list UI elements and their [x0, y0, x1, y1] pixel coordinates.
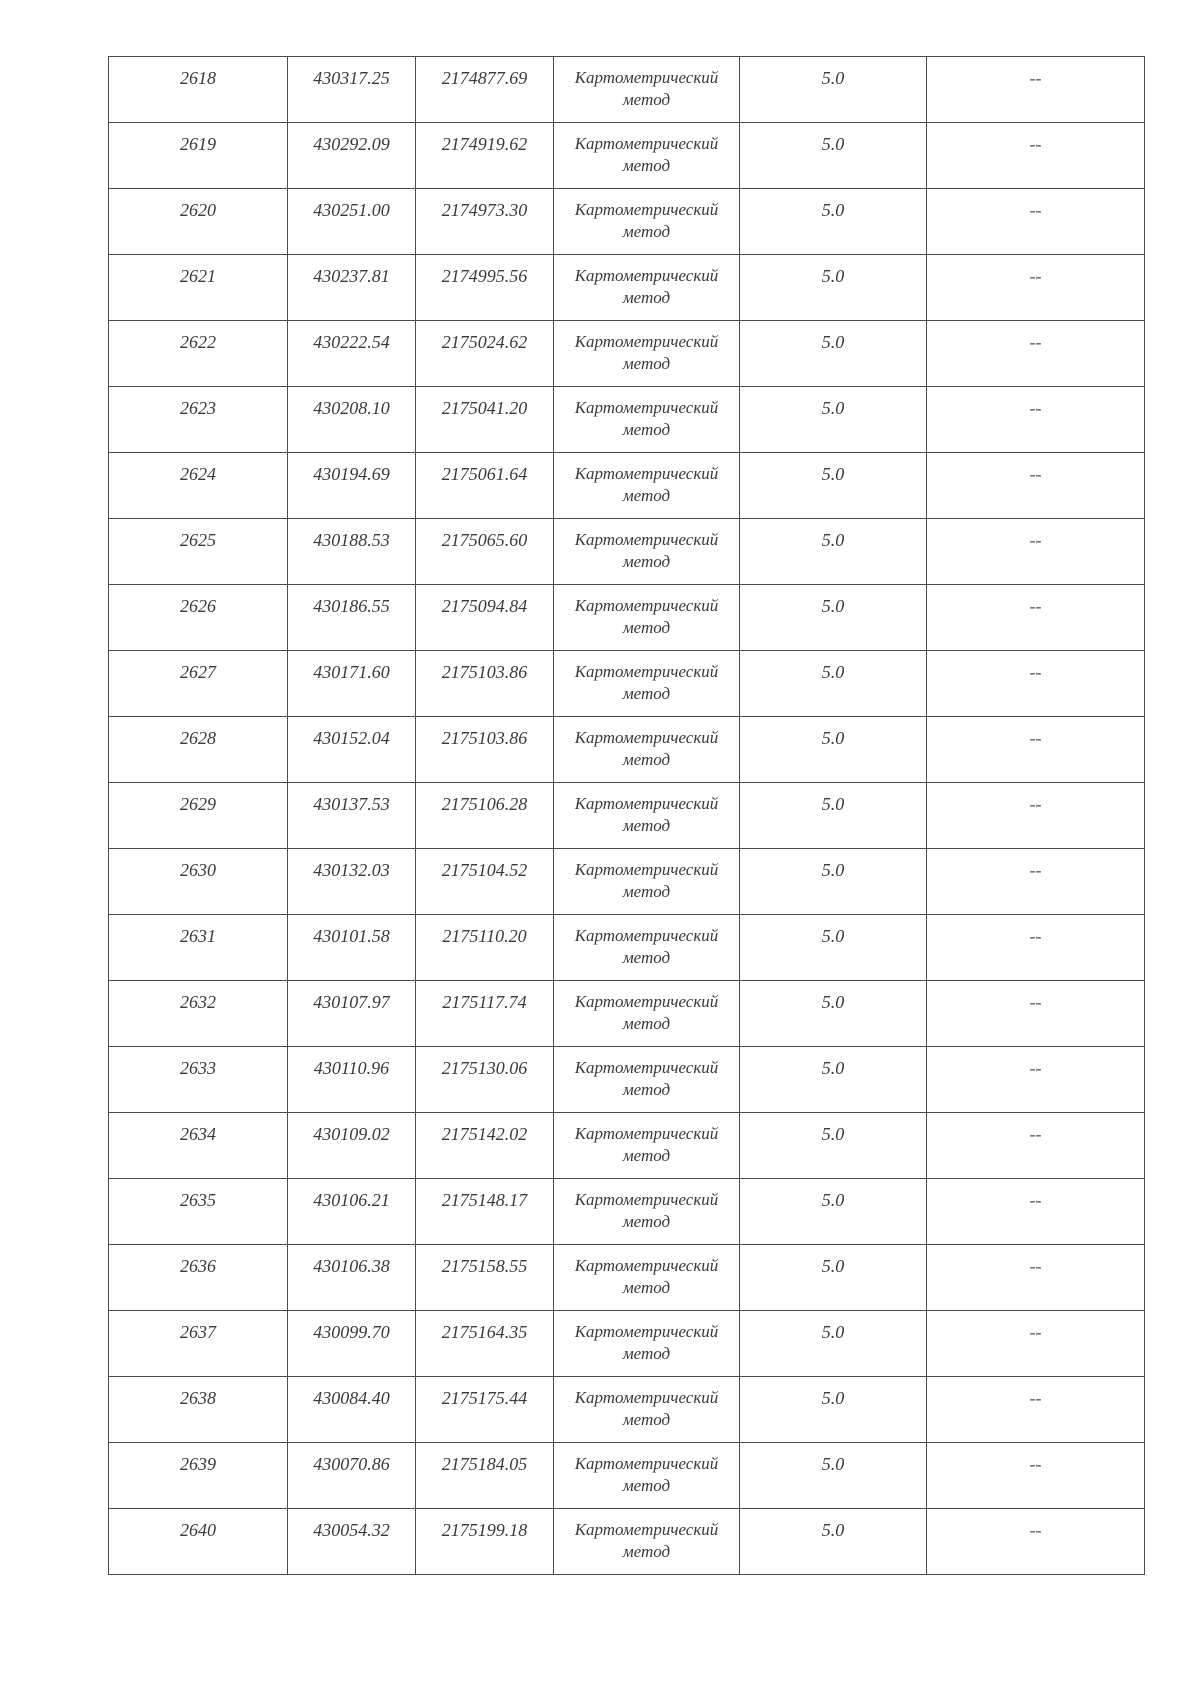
table-row — [109, 255, 1145, 321]
cell-accuracy: 5.0 — [740, 717, 927, 783]
cell-note: -- — [927, 1245, 1145, 1311]
cell-method: Картометрический метод — [554, 1179, 740, 1245]
cell-point-number: 2626 — [109, 585, 288, 651]
table-row — [109, 1179, 1145, 1245]
cell-x-coordinate: 430107.97 — [288, 981, 416, 1047]
cell-note: -- — [927, 189, 1145, 255]
cell-y-coordinate: 2175094.84 — [416, 585, 554, 651]
table-row — [109, 915, 1145, 981]
cell-method: Картометрический метод — [554, 783, 740, 849]
cell-y-coordinate: 2175142.02 — [416, 1113, 554, 1179]
table-row — [109, 123, 1145, 189]
cell-accuracy: 5.0 — [740, 453, 927, 519]
cell-accuracy: 5.0 — [740, 1443, 927, 1509]
cell-point-number: 2639 — [109, 1443, 288, 1509]
table-row — [109, 651, 1145, 717]
cell-note: -- — [927, 123, 1145, 189]
cell-x-coordinate: 430132.03 — [288, 849, 416, 915]
cell-note: -- — [927, 1047, 1145, 1113]
cell-accuracy: 5.0 — [740, 1179, 927, 1245]
cell-x-coordinate: 430070.86 — [288, 1443, 416, 1509]
cell-note: -- — [927, 717, 1145, 783]
cell-accuracy: 5.0 — [740, 1245, 927, 1311]
cell-y-coordinate: 2175041.20 — [416, 387, 554, 453]
cell-point-number: 2638 — [109, 1377, 288, 1443]
cell-method: Картометрический метод — [554, 651, 740, 717]
table-row — [109, 519, 1145, 585]
cell-note: -- — [927, 1377, 1145, 1443]
cell-y-coordinate: 2175184.05 — [416, 1443, 554, 1509]
cell-x-coordinate: 430292.09 — [288, 123, 416, 189]
cell-point-number: 2618 — [109, 57, 288, 123]
cell-point-number: 2625 — [109, 519, 288, 585]
cell-accuracy: 5.0 — [740, 1113, 927, 1179]
cell-point-number: 2632 — [109, 981, 288, 1047]
cell-y-coordinate: 2175175.44 — [416, 1377, 554, 1443]
cell-method: Картометрический метод — [554, 519, 740, 585]
table-row — [109, 387, 1145, 453]
cell-method: Картометрический метод — [554, 1311, 740, 1377]
cell-note: -- — [927, 321, 1145, 387]
table-row — [109, 717, 1145, 783]
cell-note: -- — [927, 519, 1145, 585]
cell-y-coordinate: 2175158.55 — [416, 1245, 554, 1311]
table-row — [109, 1377, 1145, 1443]
cell-note: -- — [927, 783, 1145, 849]
cell-x-coordinate: 430110.96 — [288, 1047, 416, 1113]
cell-point-number: 2620 — [109, 189, 288, 255]
table-row — [109, 453, 1145, 519]
cell-y-coordinate: 2175024.62 — [416, 321, 554, 387]
cell-x-coordinate: 430106.38 — [288, 1245, 416, 1311]
cell-accuracy: 5.0 — [740, 1377, 927, 1443]
cell-x-coordinate: 430084.40 — [288, 1377, 416, 1443]
cell-note: -- — [927, 915, 1145, 981]
table-row — [109, 1113, 1145, 1179]
table-row — [109, 1443, 1145, 1509]
cell-note: -- — [927, 651, 1145, 717]
cell-method: Картометрический метод — [554, 453, 740, 519]
cell-point-number: 2634 — [109, 1113, 288, 1179]
cell-y-coordinate: 2175104.52 — [416, 849, 554, 915]
cell-point-number: 2622 — [109, 321, 288, 387]
cell-x-coordinate: 430251.00 — [288, 189, 416, 255]
cell-y-coordinate: 2174973.30 — [416, 189, 554, 255]
cell-note: -- — [927, 453, 1145, 519]
cell-method: Картометрический метод — [554, 387, 740, 453]
cell-note: -- — [927, 1179, 1145, 1245]
cell-accuracy: 5.0 — [740, 585, 927, 651]
cell-y-coordinate: 2175117.74 — [416, 981, 554, 1047]
cell-y-coordinate: 2175148.17 — [416, 1179, 554, 1245]
cell-point-number: 2635 — [109, 1179, 288, 1245]
cell-accuracy: 5.0 — [740, 1311, 927, 1377]
cell-accuracy: 5.0 — [740, 189, 927, 255]
cell-x-coordinate: 430106.21 — [288, 1179, 416, 1245]
cell-point-number: 2636 — [109, 1245, 288, 1311]
cell-x-coordinate: 430171.60 — [288, 651, 416, 717]
cell-note: -- — [927, 1311, 1145, 1377]
cell-accuracy: 5.0 — [740, 387, 927, 453]
cell-x-coordinate: 430317.25 — [288, 57, 416, 123]
table-row — [109, 1047, 1145, 1113]
cell-point-number: 2627 — [109, 651, 288, 717]
cell-point-number: 2630 — [109, 849, 288, 915]
cell-accuracy: 5.0 — [740, 849, 927, 915]
cell-accuracy: 5.0 — [740, 255, 927, 321]
cell-x-coordinate: 430222.54 — [288, 321, 416, 387]
cell-point-number: 2628 — [109, 717, 288, 783]
cell-point-number: 2624 — [109, 453, 288, 519]
cell-point-number: 2619 — [109, 123, 288, 189]
cell-note: -- — [927, 585, 1145, 651]
cell-method: Картометрический метод — [554, 1509, 740, 1575]
cell-note: -- — [927, 1113, 1145, 1179]
cell-y-coordinate: 2175106.28 — [416, 783, 554, 849]
cell-y-coordinate: 2175130.06 — [416, 1047, 554, 1113]
cell-accuracy: 5.0 — [740, 519, 927, 585]
table-row — [109, 57, 1145, 123]
cell-method: Картометрический метод — [554, 981, 740, 1047]
cell-method: Картометрический метод — [554, 1443, 740, 1509]
cell-point-number: 2621 — [109, 255, 288, 321]
cell-accuracy: 5.0 — [740, 1047, 927, 1113]
cell-method: Картометрический метод — [554, 57, 740, 123]
cell-note: -- — [927, 57, 1145, 123]
cell-method: Картометрический метод — [554, 717, 740, 783]
coordinates-table — [108, 56, 1145, 1575]
cell-method: Картометрический метод — [554, 1047, 740, 1113]
cell-point-number: 2640 — [109, 1509, 288, 1575]
cell-accuracy: 5.0 — [740, 57, 927, 123]
table-body — [109, 57, 1145, 1575]
cell-accuracy: 5.0 — [740, 981, 927, 1047]
cell-x-coordinate: 430137.53 — [288, 783, 416, 849]
cell-note: -- — [927, 849, 1145, 915]
cell-x-coordinate: 430186.55 — [288, 585, 416, 651]
cell-x-coordinate: 430188.53 — [288, 519, 416, 585]
table-row — [109, 321, 1145, 387]
cell-y-coordinate: 2174919.62 — [416, 123, 554, 189]
table-row — [109, 585, 1145, 651]
table-row — [109, 1245, 1145, 1311]
cell-accuracy: 5.0 — [740, 651, 927, 717]
cell-x-coordinate: 430099.70 — [288, 1311, 416, 1377]
cell-method: Картометрический метод — [554, 585, 740, 651]
cell-method: Картометрический метод — [554, 189, 740, 255]
cell-y-coordinate: 2175061.64 — [416, 453, 554, 519]
table-row — [109, 783, 1145, 849]
table-row — [109, 849, 1145, 915]
cell-x-coordinate: 430208.10 — [288, 387, 416, 453]
cell-method: Картометрический метод — [554, 1377, 740, 1443]
cell-accuracy: 5.0 — [740, 1509, 927, 1575]
cell-accuracy: 5.0 — [740, 915, 927, 981]
cell-y-coordinate: 2174995.56 — [416, 255, 554, 321]
cell-x-coordinate: 430237.81 — [288, 255, 416, 321]
cell-point-number: 2633 — [109, 1047, 288, 1113]
cell-y-coordinate: 2175103.86 — [416, 651, 554, 717]
cell-point-number: 2631 — [109, 915, 288, 981]
cell-x-coordinate: 430194.69 — [288, 453, 416, 519]
cell-y-coordinate: 2175103.86 — [416, 717, 554, 783]
cell-note: -- — [927, 1509, 1145, 1575]
cell-method: Картометрический метод — [554, 1113, 740, 1179]
cell-y-coordinate: 2175065.60 — [416, 519, 554, 585]
cell-x-coordinate: 430054.32 — [288, 1509, 416, 1575]
cell-accuracy: 5.0 — [740, 783, 927, 849]
cell-y-coordinate: 2174877.69 — [416, 57, 554, 123]
cell-method: Картометрический метод — [554, 255, 740, 321]
cell-method: Картометрический метод — [554, 123, 740, 189]
cell-note: -- — [927, 255, 1145, 321]
table-row — [109, 981, 1145, 1047]
cell-method: Картометрический метод — [554, 915, 740, 981]
cell-point-number: 2623 — [109, 387, 288, 453]
table-row — [109, 189, 1145, 255]
cell-x-coordinate: 430152.04 — [288, 717, 416, 783]
cell-y-coordinate: 2175199.18 — [416, 1509, 554, 1575]
cell-note: -- — [927, 981, 1145, 1047]
cell-note: -- — [927, 1443, 1145, 1509]
cell-y-coordinate: 2175110.20 — [416, 915, 554, 981]
cell-point-number: 2637 — [109, 1311, 288, 1377]
cell-accuracy: 5.0 — [740, 321, 927, 387]
cell-y-coordinate: 2175164.35 — [416, 1311, 554, 1377]
cell-accuracy: 5.0 — [740, 123, 927, 189]
cell-method: Картометрический метод — [554, 321, 740, 387]
cell-note: -- — [927, 387, 1145, 453]
cell-point-number: 2629 — [109, 783, 288, 849]
cell-method: Картометрический метод — [554, 849, 740, 915]
cell-method: Картометрический метод — [554, 1245, 740, 1311]
table-row — [109, 1509, 1145, 1575]
cell-x-coordinate: 430101.58 — [288, 915, 416, 981]
table-row — [109, 1311, 1145, 1377]
cell-x-coordinate: 430109.02 — [288, 1113, 416, 1179]
